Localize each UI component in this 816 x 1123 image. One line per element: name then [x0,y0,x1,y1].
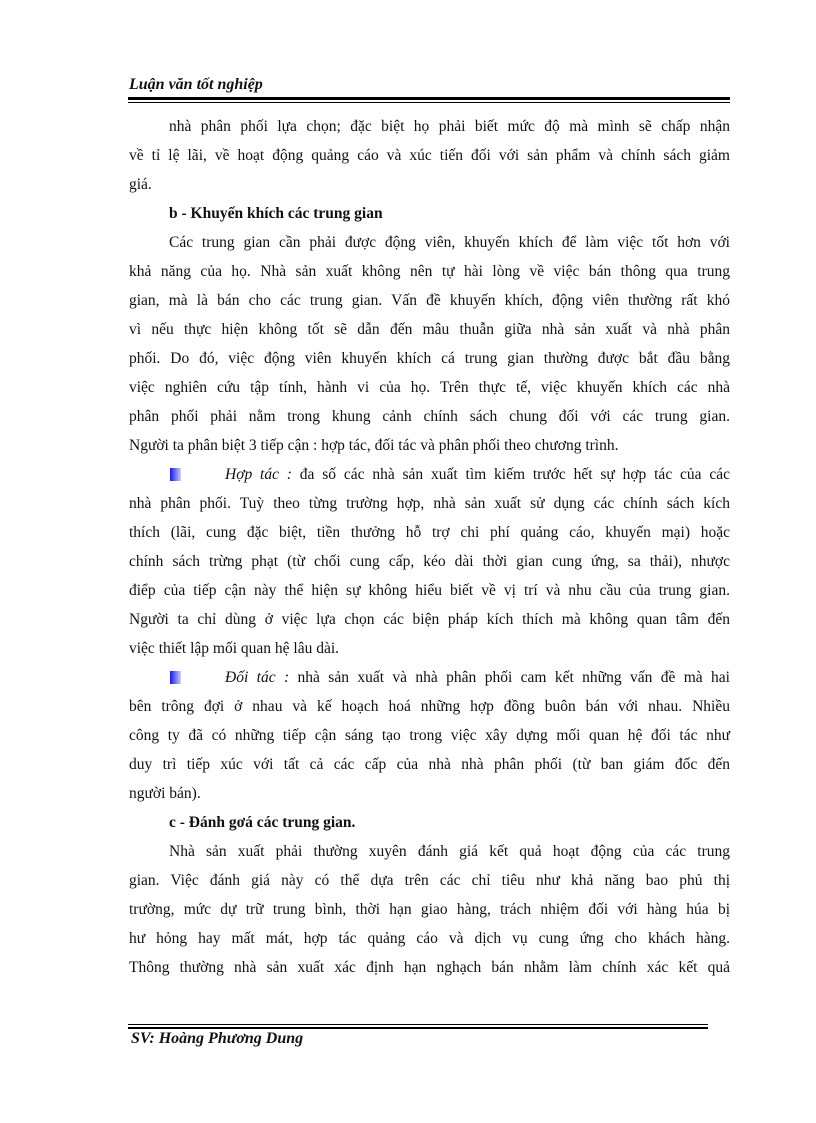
text-line: duy trì tiếp xúc với tất cả các cấp của nhà nhà phân phối (từ ban giám đốc đến [129,756,730,773]
text-line: bên trông đợi ở nhau và kế hoạch hoá những hợp đồng buôn bán với nhau. Nhiều [129,698,730,715]
text-line: Người ta chỉ dùng ở việc lựa chọn các biện pháp kích thích mà không quan tâm đến [129,611,730,628]
bullet-cooperation [129,460,730,489]
bullet-text: nhà sản xuất và nhà phân phối cam kết những vấn đề mà hai [297,669,730,686]
header-rule-thick [128,97,730,100]
footer-rule-thick [128,1027,708,1029]
text-line: việc thiết lập mối quan hệ lâu dài. [129,640,340,657]
bullet-partnership [129,663,730,692]
square-bullet-icon [170,671,181,684]
text-line: thích (lãi, cung đặc biệt, tiền thưởng hỗ trợ chi phí quảng cáo, khuyến mại) hoặc [129,524,730,541]
footer-rule-thin [128,1024,708,1025]
text-line: nhà phân phối. Tuỳ theo từng trường hợp, nhà sản xuất sử dụng các chính sách kích [129,495,730,512]
text-line: Thông thường nhà sản xuất xác định hạn nghạch bán nhằm làm chính xác kết quả [129,959,730,976]
text-line: việc nghiên cứu tập tính, hành vi của họ. Trên thực tế, việc khuyến khích các nhà [129,379,730,396]
text-line: người bán). [129,785,201,802]
text-line: gian. Việc đánh giá này có thể dựa trên các chỉ tiêu như khả năng bao phủ thị [129,872,730,889]
text-line: nhà phân phối lựa chọn; đặc biệt họ phải biết mức độ mà mình sẽ chấp nhận [169,118,730,135]
bullet-text: đa số các nhà sản xuất tìm kiếm trước hết sự hợp tác của các [299,466,730,483]
text-line: vì nếu thực hiện không tốt sẽ dẫn đến mâu thuẫn giữa nhà sản xuất và nhà phân [129,321,730,338]
square-bullet-icon [170,468,181,481]
text-line: Nhà sản xuất phải thường xuyên đánh giá kết quả hoạt động của các trung [169,843,730,860]
text-line: trường, mức dự trữ trung bình, thời hạn giao hàng, trách nhiệm đối với hàng húa bị [129,901,730,918]
text-line: gian, mà là bán cho các trung gian. Vấn đề khuyến khích, động viên thường rất khó [129,292,730,309]
text-line: hư hỏng hay mất mát, hợp tác quảng cáo và dịch vụ cung ứng cho khách hàng. [129,930,730,947]
text-line: giá. [129,176,152,193]
text-line: phối. Do đó, việc động viên khuyến khích cá trung gian thường được bắt đầu bằng [129,350,730,367]
text-line: chính sách trừng phạt (từ chối cung cấp, kéo dài thời gian cung ứng, sa thải), nhược [129,553,730,570]
text-line: khả năng của họ. Nhà sản xuất không nên tự hài lòng về việc bán thông qua trung [129,263,730,280]
section-heading-c: c - Đánh gơá các trung gian. [169,814,356,831]
document-body [129,112,730,982]
text-line: Các trung gian cần phải được động viên, khuyến khích để làm việc tốt hơn với [169,234,730,251]
header-rule-thin [128,102,730,103]
text-line: điểp của tiếp cận này thể hiện sự không hiểu biết về vị trí và nhu cầu của trung gian. [129,582,730,599]
text-line: Người ta phân biệt 3 tiếp cận : hợp tác, đối tác và phân phối theo chương trình. [129,437,619,454]
footer-author: SV: Hoàng Phương Dung [131,1030,304,1047]
text-line: công ty đã có những tiếp cận sáng tạo trong việc xây dựng mối quan hệ đối tác như [129,727,730,744]
text-line: phân phối phải nằm trong khung cảnh chính sách chung đối với các trung gian. [129,408,730,425]
term-cooperation: Hợp tác : [225,466,300,483]
section-heading-b: b - Khuyến khích các trung gian [169,205,383,222]
page-header-title: Luận văn tốt nghiệp [129,76,263,93]
term-partnership: Đối tác : [225,669,298,686]
text-line: về tỉ lệ lãi, về hoạt động quảng cáo và xúc tiến đối với sản phẩm và chính sách giảm [129,147,730,164]
